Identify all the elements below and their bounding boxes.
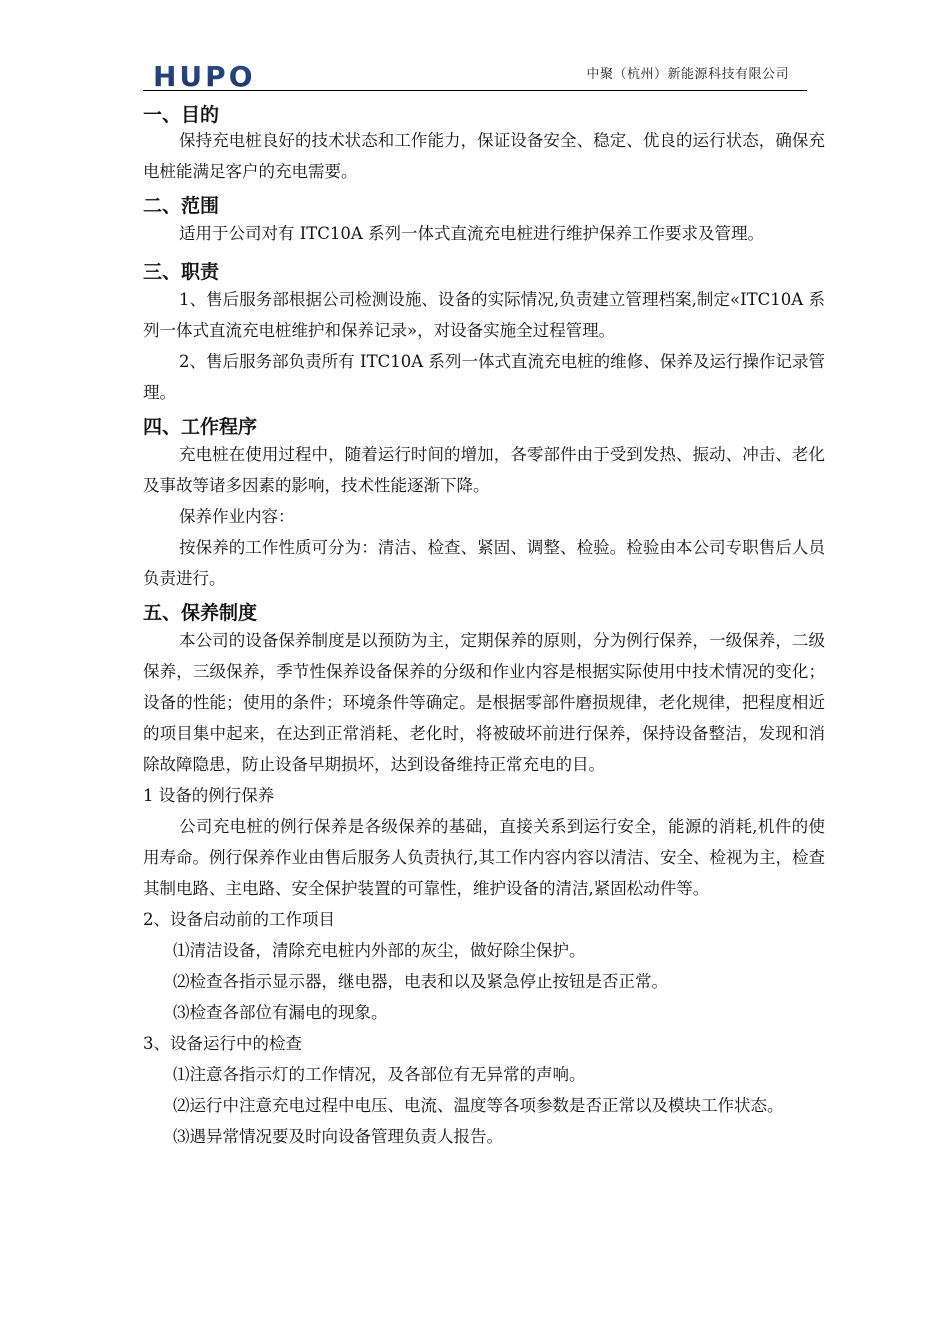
list-item: ⑶遇异常情况要及时向设备管理负责人报告。 bbox=[173, 1127, 503, 1146]
section-2-paragraph: 适用于公司对有 ITC10A 系列一体式直流充电桩进行维护保养工作要求及管理。 bbox=[179, 224, 765, 243]
section-4-paragraph-2: 保养作业内容： bbox=[179, 507, 295, 526]
section-1-title: 一、目的 bbox=[143, 104, 220, 126]
hupo-logo bbox=[153, 60, 257, 90]
document-body bbox=[143, 100, 825, 1152]
section-2-title: 二、范围 bbox=[143, 195, 220, 217]
page-header bbox=[143, 58, 807, 92]
header-rule bbox=[143, 90, 807, 91]
section-3-paragraph-1: 1、售后服务部根据公司检测设施、设备的实际情况,负责建立管理档案,制定«ITC10A 系列一体式直流充电桩维护和保养记录»，对设备实施全过程管理。 bbox=[143, 290, 825, 340]
svg-text:HUPO: HUPO bbox=[153, 60, 256, 90]
section-3-title: 三、职责 bbox=[143, 261, 220, 283]
list-item: ⑴注意各指示灯的工作情况，及各部位有无异常的声响。 bbox=[173, 1065, 586, 1084]
section-5-paragraph-1: 本公司的设备保养制度是以预防为主，定期保养的原则，分为例行保养，一级保养，二级保养，三级保养，季节性保养设备保养的分级和作业内容是根据实际使用中技术情况的变化；设备的性能；使用的条件；环境条件等确定。是根据零部件磨损规律，老化规律，把程度相近的项目集中起来，在达到正常消耗、老化时，将被破坏前进行保养，保持设备整洁，发现和消除故障隐患，防止设备早期损坏，达到设备维持正常充电的目。 bbox=[143, 631, 825, 774]
section-3-paragraph-2: 2、售后服务部负责所有 ITC10A 系列一体式直流充电桩的维修、保养及运行操作记录管理。 bbox=[143, 352, 825, 402]
subsection-1-paragraph: 公司充电桩的例行保养是各级保养的基础，直接关系到运行安全，能源的消耗,机件的使用寿命。例行保养作业由售后服务人负责执行,其工作内容内容以清洁、安全、检视为主，检查其制电路、主电路、安全保护装置的可靠性，维护设备的清洁,紧固松动件等。 bbox=[143, 817, 825, 898]
subsection-2-title: 2、设备启动前的工作项目 bbox=[143, 910, 335, 929]
section-5-title: 五、保养制度 bbox=[143, 602, 258, 624]
section-4-paragraph-3: 按保养的工作性质可分为：清洁、检查、紧固、调整、检验。检验由本公司专职售后人员负责进行。 bbox=[143, 538, 825, 588]
list-item: ⑵检查各指示显示器，继电器，电表和以及紧急停止按钮是否正常。 bbox=[173, 972, 668, 991]
company-name: 中聚（杭州）新能源科技有限公司 bbox=[586, 67, 789, 82]
list-item: ⑴清洁设备，清除充电桩内外部的灰尘，做好除尘保护。 bbox=[173, 941, 586, 960]
subsection-1-title: 1 设备的例行保养 bbox=[143, 786, 275, 805]
list-item: ⑶检查各部位有漏电的现象。 bbox=[173, 1003, 388, 1022]
section-1-paragraph: 保持充电桩良好的技术状态和工作能力，保证设备安全、稳定、优良的运行状态，确保充电桩能满足客户的充电需要。 bbox=[143, 131, 825, 181]
list-item: ⑵运行中注意充电过程中电压、电流、温度等各项参数是否正常以及模块工作状态。 bbox=[173, 1096, 784, 1115]
subsection-3-title: 3、设备运行中的检查 bbox=[143, 1034, 302, 1053]
section-4-paragraph-1: 充电桩在使用过程中，随着运行时间的增加，各零部件由于受到发热、振动、冲击、老化及事故等诸多因素的影响，技术性能逐渐下降。 bbox=[143, 445, 825, 495]
section-4-title: 四、工作程序 bbox=[143, 416, 258, 438]
